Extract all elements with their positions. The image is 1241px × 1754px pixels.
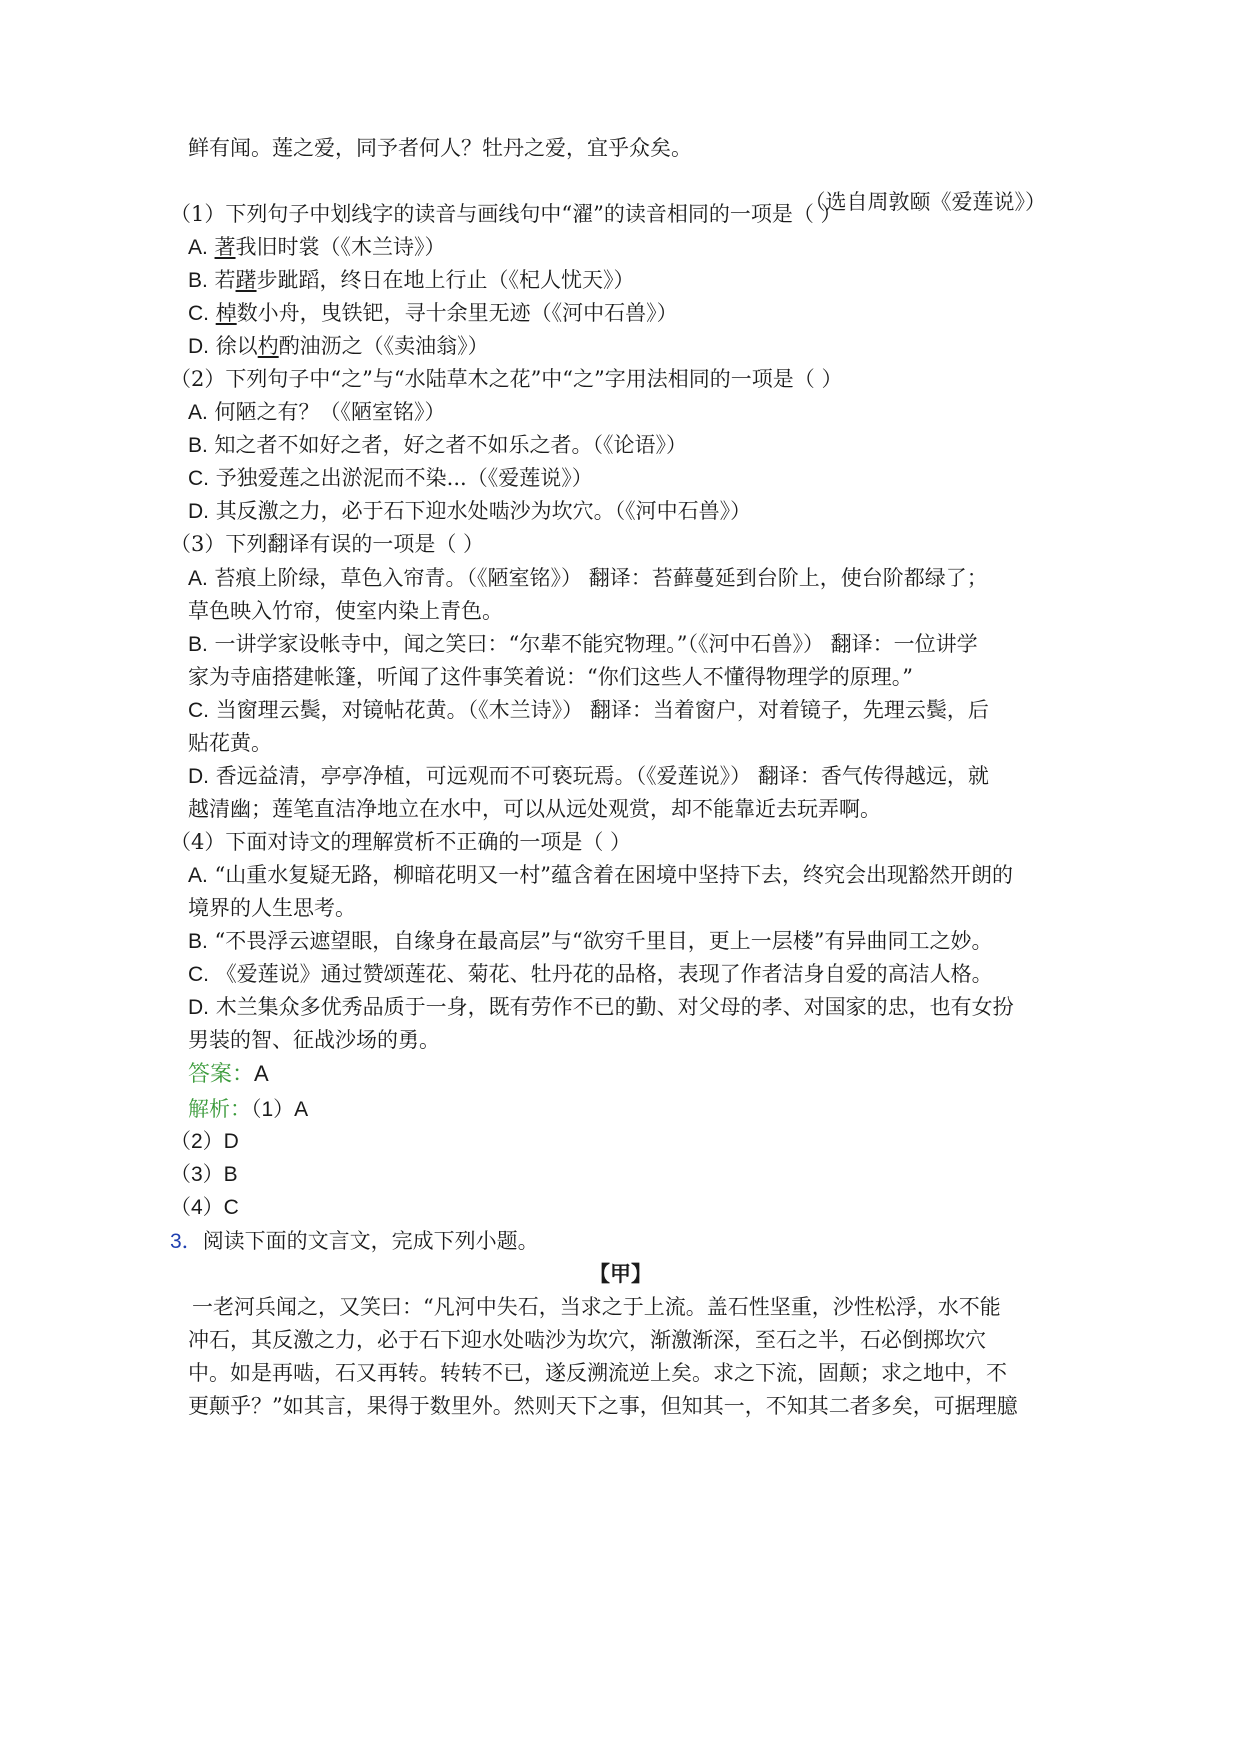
underlined-char: 躇 [235, 268, 257, 292]
analysis-item: （3）B [170, 1163, 238, 1186]
underlined-char: 棹 [215, 301, 237, 325]
passage-paragraph-line: 冲石，其反激之力，必于石下迎水处啮沙为坎穴，渐激渐深，至石之半，石必倒掷坎穴 [188, 1328, 986, 1352]
q1-option-a: A. 著我旧时裳（《木兰诗》） [188, 235, 446, 259]
q3-option-d: D. 香远益清，亭亭净植，可远观而不可亵玩焉。（《爱莲说》） 翻译：香气传得越远，就 [188, 764, 989, 788]
passage-line: 鲜有闻。莲之爱，同予者何人？牡丹之爱，宜乎众矣。 [188, 136, 692, 160]
q3-option-b: B. 一讲学家设帐寺中，闻之笑曰：“尔辈不能究物理。”（《河中石兽》） 翻译：一位讲学 [188, 632, 978, 656]
q1-stem: （1）下列句子中划线字的读音与画线句中“濯”的读音相同的一项是（ ） [170, 202, 842, 226]
q3-option-c: C. 当窗理云鬓，对镜帖花黄。（《木兰诗》） 翻译：当着窗户，对着镜子，先理云鬓，后 [188, 698, 989, 722]
q2-option-c: C. 予独爱莲之出淤泥而不染...（《爱莲说》） [188, 466, 593, 490]
passage-paragraph-line: 一老河兵闻之，又笑曰：“凡河中失石，当求之于上流。盖石性坚重，沙性松浮，水不能 [192, 1295, 1001, 1319]
analysis-item: （4）C [170, 1196, 239, 1219]
q3-option-a: A. 苔痕上阶绿，草色入帘青。（《陋室铭》） 翻译：苔藓蔓延到台阶上，使台阶都绿了； [188, 566, 988, 590]
q2-option-a: A. 何陋之有？（《陋室铭》） [188, 400, 446, 424]
answer-line [188, 1062, 269, 1087]
q1-option-c: C. 棹数小舟，曳铁钯，寻十余里无迹（《河中石兽》） [188, 301, 678, 325]
q3-option-c-cont: 贴花黄。 [188, 731, 272, 755]
analysis-label: 解析： [188, 1097, 251, 1121]
question-number: 3． [170, 1230, 203, 1253]
q3-option-b-cont: 家为寺庙搭建帐篷，听闻了这件事笑着说：“你们这些人不懂得物理学的原理。” [188, 665, 913, 689]
q4-stem: （4）下面对诗文的理解赏析不正确的一项是（ ） [170, 830, 632, 854]
underlined-char: 著 [214, 235, 236, 259]
q1-option-b: B. 若躇步跐蹈，终日在地上行止（《杞人忧天》） [188, 268, 635, 292]
q3-stem: （3）下列翻译有误的一项是（ ） [170, 532, 485, 556]
q4-option-d: D. 木兰集众多优秀品质于一身，既有劳作不已的勤、对父母的孝、对国家的忠，也有女扮 [188, 995, 1014, 1019]
q4-option-d-cont: 男装的智、征战沙场的勇。 [188, 1028, 440, 1052]
q4-option-a: A. “山重水复疑无路，柳暗花明又一村”蕴含着在困境中坚持下去，终究会出现豁然开朗的 [188, 863, 1013, 887]
answer-value: A [254, 1061, 269, 1086]
passage-source: （选自周敦颐《爱莲说》） [804, 190, 1046, 214]
analysis-line: 解析：（1）A [188, 1097, 309, 1121]
passage-paragraph-line: 中。如是再啮，石又再转。转转不已，遂反溯流逆上矣。求之下流，固颠；求之地中，不 [188, 1361, 1007, 1385]
question-3-line: 3．阅读下面的文言文，完成下列小题。 [170, 1229, 539, 1253]
section-heading: 【甲】 [589, 1261, 652, 1286]
q2-stem: （2）下列句子中“之”与“水陆草木之花”中“之”字用法相同的一项是（ ） [170, 367, 843, 391]
analysis-item: （2）D [170, 1130, 239, 1153]
underlined-char: 杓 [257, 334, 279, 358]
q3-option-a-cont: 草色映入竹帘，使室内染上青色。 [188, 599, 503, 623]
q4-option-b: B. “不畏浮云遮望眼，自缘身在最高层”与“欲穷千里目，更上一层楼”有异曲同工之妙。 [188, 929, 993, 953]
passage-paragraph-line: 更颠乎？”如其言，果得于数里外。然则天下之事，但知其一，不知其二者多矣，可据理臆 [188, 1394, 1018, 1418]
q1-option-d: D. 徐以杓酌油沥之（《卖油翁》） [188, 334, 489, 358]
q4-option-a-cont: 境界的人生思考。 [188, 896, 356, 920]
q2-option-b: B. 知之者不如好之者，好之者不如乐之者。（《论语》） [188, 433, 688, 457]
q4-option-c: C. 《爱莲说》通过赞颂莲花、菊花、牡丹花的品格，表现了作者洁身自爱的高洁人格。 [188, 962, 993, 986]
q3-option-d-cont: 越清幽；莲笔直洁净地立在水中，可以从远处观赏，却不能靠近去玩弄啊。 [188, 797, 881, 821]
q2-option-d: D. 其反激之力，必于石下迎水处啮沙为坎穴。（《河中石兽》） [188, 499, 752, 523]
answer-label: 答案： [188, 1062, 255, 1087]
